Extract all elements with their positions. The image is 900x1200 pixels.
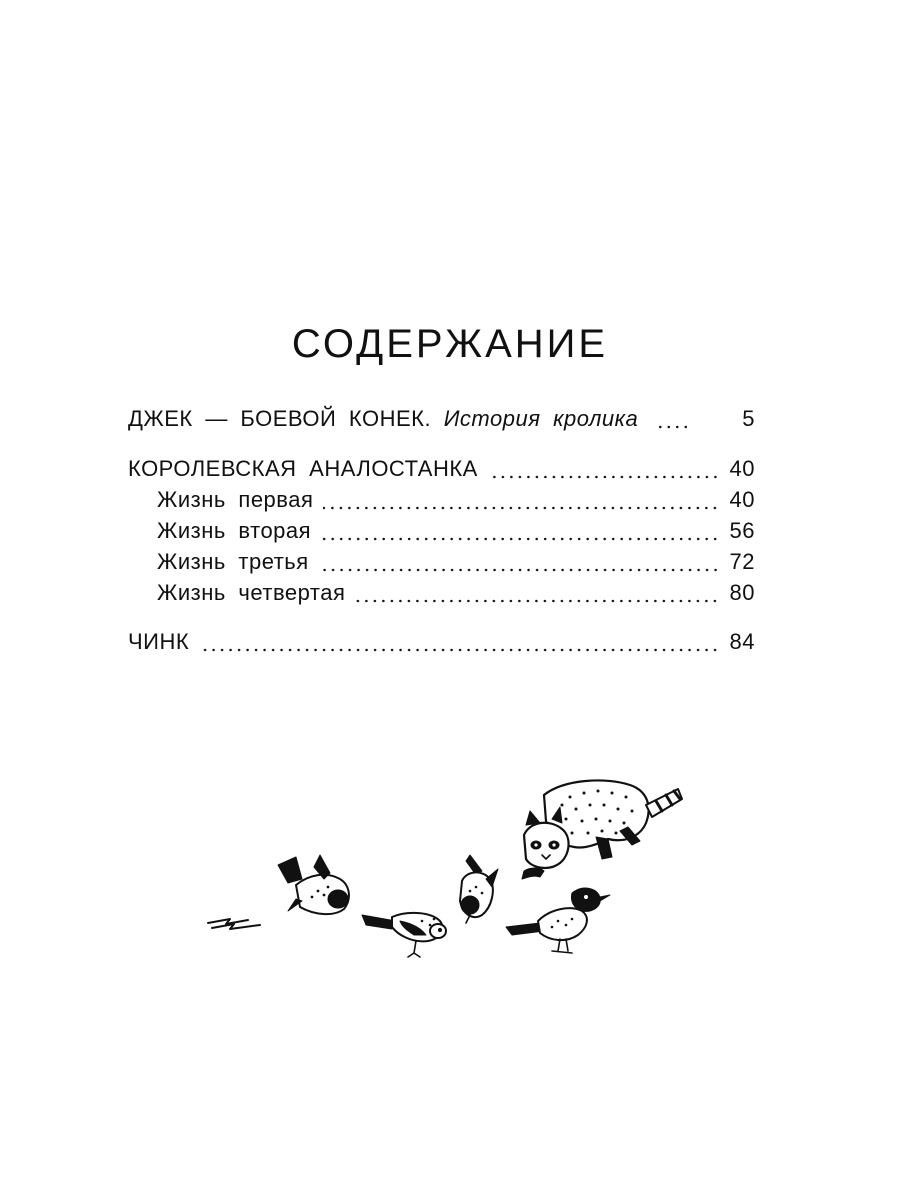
motion-lines-icon bbox=[208, 919, 260, 929]
toc-subentry-life-2[interactable] bbox=[157, 518, 755, 550]
toc-entry-page-number: 5 bbox=[742, 406, 755, 431]
toc-entry-page-number: 72 bbox=[729, 549, 755, 574]
toc-entry-page-number: 80 bbox=[729, 580, 755, 605]
dot-leader bbox=[323, 504, 719, 512]
toc-entry-title: ЧИНК bbox=[128, 629, 190, 654]
toc-entry-title: Жизнь четвертая bbox=[157, 580, 346, 605]
dot-leader bbox=[488, 473, 720, 481]
toc-subentry-life-4[interactable] bbox=[157, 580, 755, 612]
dot-leader bbox=[656, 423, 690, 431]
toc-entry-page-number: 40 bbox=[729, 487, 755, 512]
sparrow-flying-icon bbox=[278, 855, 349, 914]
toc-entry-subtitle: История кролика bbox=[443, 406, 639, 431]
cat-and-sparrows-illustration bbox=[200, 775, 690, 965]
toc-entry-page-number: 56 bbox=[729, 518, 755, 543]
toc-entry-title bbox=[128, 406, 638, 432]
sparrow-pecking-icon bbox=[362, 913, 446, 957]
toc-subentry-life-1[interactable] bbox=[157, 487, 755, 519]
dot-leader bbox=[321, 535, 719, 543]
dot-leader bbox=[319, 566, 720, 574]
dot-leader bbox=[199, 646, 719, 654]
page-title: СОДЕРЖАНИЕ bbox=[291, 322, 609, 366]
toc-entry-title: КОРОЛЕВСКАЯ АНАЛОСТАНКА bbox=[128, 456, 478, 481]
toc-entry-jack[interactable] bbox=[128, 406, 755, 438]
toc-subentry-life-3[interactable] bbox=[157, 549, 755, 581]
sparrow-standing-icon bbox=[506, 888, 610, 953]
dot-leader bbox=[355, 597, 719, 605]
toc-entry-title: Жизнь первая bbox=[157, 487, 314, 512]
toc-entry-chink[interactable] bbox=[128, 629, 755, 661]
toc-entry-title: Жизнь третья bbox=[157, 549, 309, 574]
toc-entry-page-number: 40 bbox=[729, 456, 755, 481]
toc-entry-anallostan[interactable] bbox=[128, 456, 755, 488]
toc-entry-title: Жизнь вторая bbox=[157, 518, 312, 543]
toc-entry-page-number: 84 bbox=[729, 629, 755, 654]
cat-icon bbox=[522, 780, 682, 879]
sparrow-wings-up-icon bbox=[460, 855, 498, 923]
toc-entry-title-text: ДЖЕК — БОЕВОЙ КОНЕК. bbox=[128, 406, 432, 431]
